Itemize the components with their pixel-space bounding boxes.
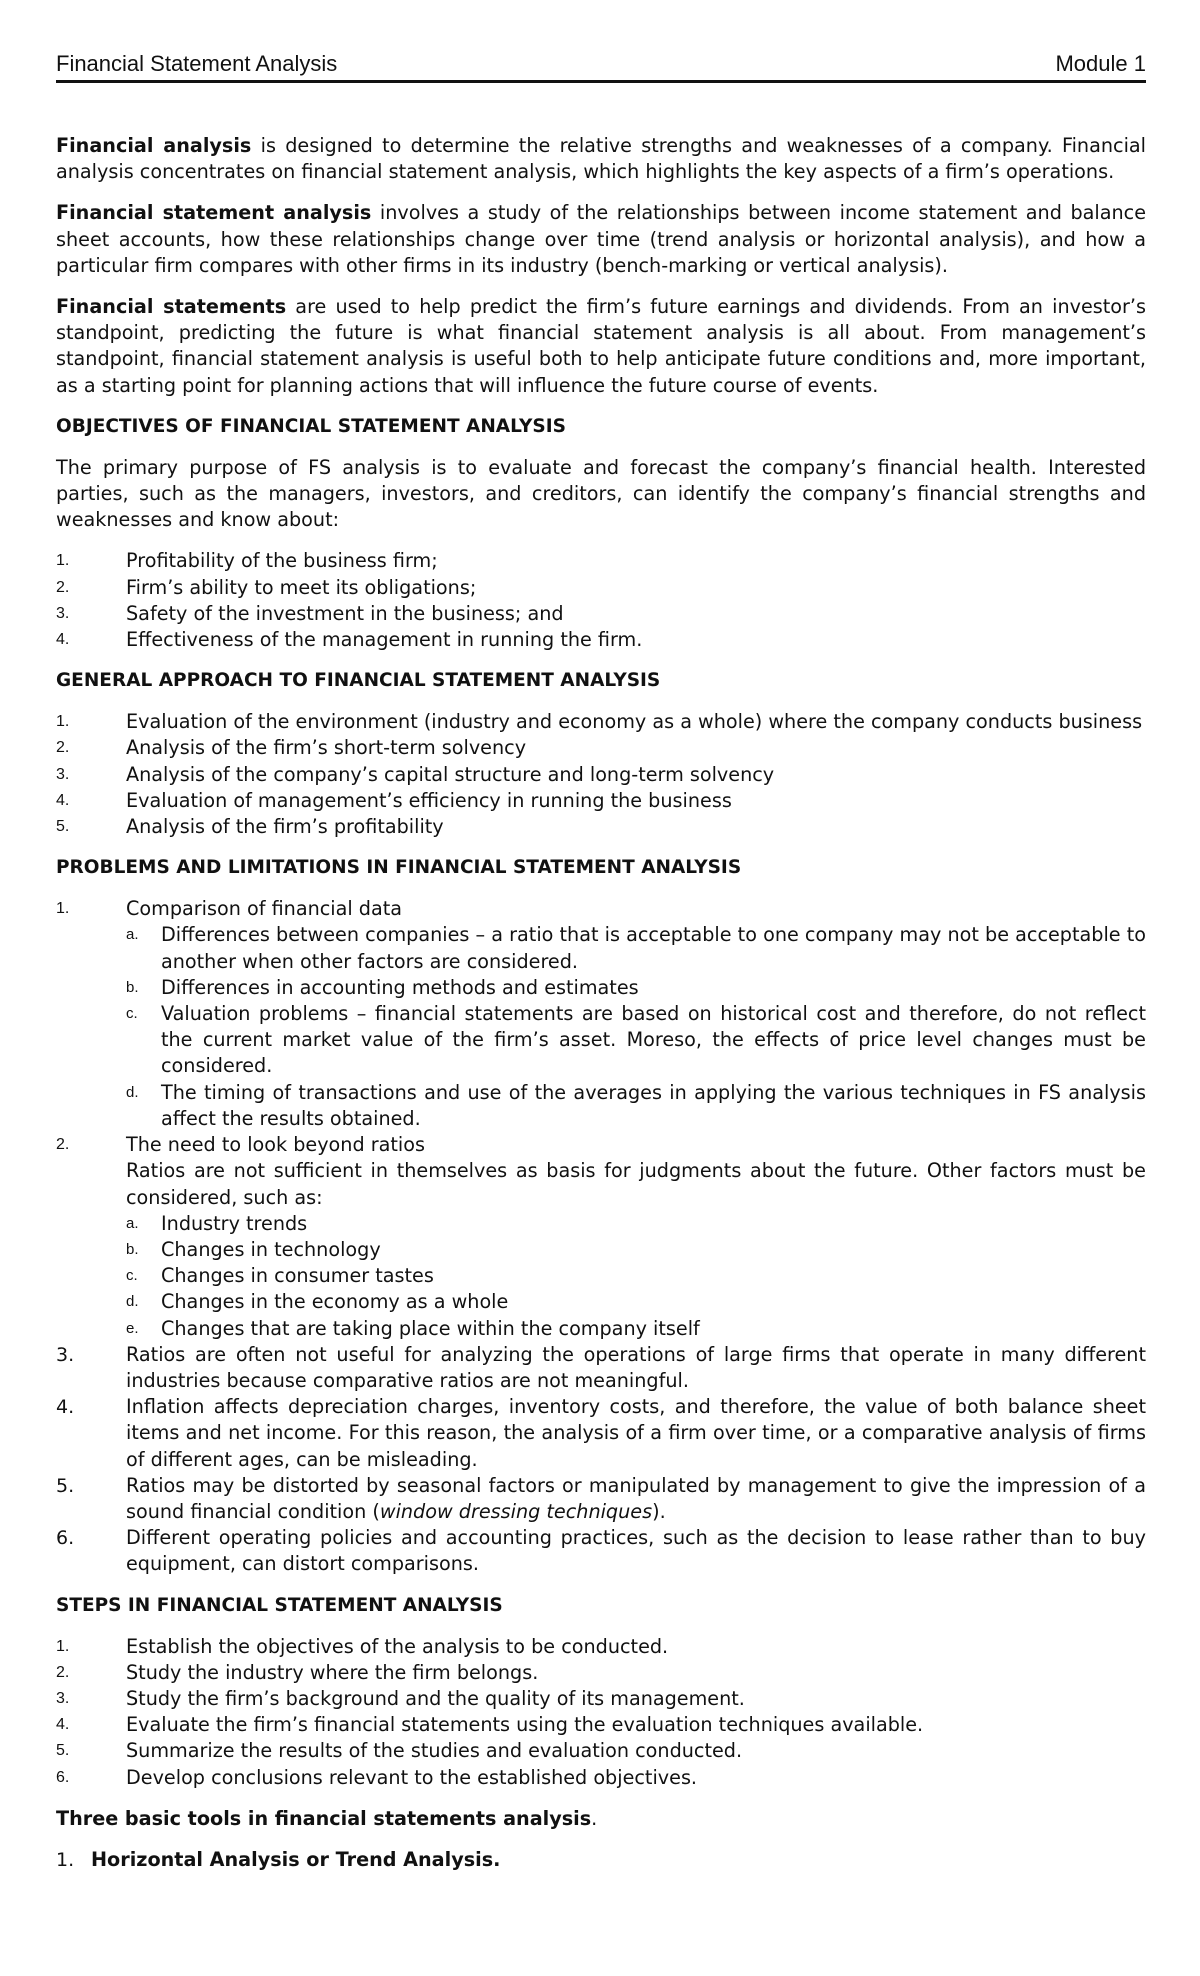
intro-paragraph-2: Financial statement analysis involves a study of the relationships between income statement and balance sheet accounts, how these relationships change over time (trend analysis or horizontal analysis), and how a particular firm compares with other firms in its industry (bench-marking or vertical analysis).	[56, 201, 1146, 277]
tools-list	[56, 1847, 1146, 1873]
header-module: Module 1	[1055, 51, 1146, 76]
sub-list-item: a. Differences between companies – a ratio that is acceptable to one company may not be acceptable to another when other factors are considered.	[126, 923, 1146, 973]
sub-list-item: d. The timing of transactions and use of the averages in applying the various techniques in FS analysis affect the results obtained.	[126, 1080, 1146, 1130]
objectives-list	[56, 548, 1146, 653]
sub-list-item: e. Changes that are taking place within the company itself	[126, 1316, 700, 1340]
list-item: 2. Analysis of the firm’s short-term solvency	[56, 736, 527, 760]
list-item: 3. Safety of the investment in the business; and	[56, 601, 564, 625]
approach-heading: GENERAL APPROACH TO FINANCIAL STATEMENT ANALYSIS	[56, 670, 661, 692]
document-page	[56, 50, 1146, 1888]
document-body	[56, 133, 1146, 1873]
list-item: 5. Ratios may be distorted by seasonal factors or manipulated by management to give the impression of a sound financial condition (window dressing techniques).	[56, 1473, 1146, 1523]
sub-list-item: a. Industry trends	[126, 1211, 308, 1235]
list-item: 1. Profitability of the business firm;	[56, 549, 438, 573]
list-item: 5. Analysis of the firm’s profitability	[56, 815, 444, 839]
header-title: Financial Statement Analysis	[56, 51, 338, 76]
list-item: 2. Study the industry where the firm belongs.	[56, 1660, 539, 1684]
list-item: 4. Inflation affects depreciation charges, inventory costs, and therefore, the value of both balance sheet items and net income. For this reason, the analysis of a firm over time, or a comparative analysis of firms of different ages, can be misleading.	[56, 1395, 1146, 1471]
steps-heading: STEPS IN FINANCIAL STATEMENT ANALYSIS	[56, 1594, 503, 1616]
list-item: 2. Firm’s ability to meet its obligations;	[56, 575, 477, 599]
objectives-paragraph: The primary purpose of FS analysis is to evaluate and forecast the company’s financial health. Interested parties, such as the managers, investors, and creditors, can identify the company’s financial strengths and weaknesses and know about:	[56, 455, 1146, 532]
sub-list-item: b. Changes in technology	[126, 1237, 381, 1261]
list-item: 3. Study the firm’s background and the quality of its management.	[56, 1686, 745, 1710]
intro-paragraph-3: Financial statements are used to help predict the firm’s future earnings and dividends. From an investor’s standpoint, predicting the future is what financial statement analysis is all about. From management’s standpoint, financial statement analysis is useful both to help anticipate future conditions and, more important, as a starting point for planning actions that will influence the future course of events.	[56, 295, 1147, 397]
objectives-heading: OBJECTIVES OF FINANCIAL STATEMENT ANALYSIS	[56, 415, 566, 437]
intro-paragraph-1: Financial analysis is designed to determine the relative strengths and weaknesses of a company. Financial analysis concentrates on financial statement analysis, which highlights the key aspects of a firm’s operations.	[56, 134, 1146, 184]
sub-list	[126, 922, 1146, 1132]
list-item: 2. The need to look beyond ratios Ratios are not sufficient in themselves as basis for judgments about the future. Other factors must be considered, such as: a. Industry trends b. Changes in technology c. Changes in consumer tastes d. Changes in the economy as a whole e. Changes that are taking place within the company itself	[56, 1132, 1146, 1342]
approach-list	[56, 709, 1146, 840]
sub-list-item: b. Differences in accounting methods and estimates	[126, 975, 639, 999]
list-item: 5. Summarize the results of the studies and evaluation conducted.	[56, 1739, 743, 1763]
problems-list	[56, 896, 1146, 1577]
list-item: 3. Analysis of the company’s capital structure and long-term solvency	[56, 762, 775, 786]
list-item: 4. Evaluate the firm’s financial statements using the evaluation techniques available.	[56, 1713, 924, 1737]
list-item: 1. Establish the objectives of the analysis to be conducted.	[56, 1634, 669, 1658]
list-note: Ratios are not sufficient in themselves as basis for judgments about the future. Other factors must be considered, such as:	[126, 1159, 1146, 1209]
list-item: 4. Evaluation of management’s efficiency in running the business	[56, 788, 732, 812]
steps-list	[56, 1634, 1146, 1791]
sub-list-item: c. Changes in consumer tastes	[126, 1264, 434, 1288]
list-item: 6. Develop conclusions relevant to the established objectives.	[56, 1765, 698, 1789]
term: Financial statements	[56, 295, 287, 319]
tools-heading: Three basic tools in financial statements analysis.	[56, 1806, 598, 1830]
list-item: 1. Horizontal Analysis or Trend Analysis.	[56, 1847, 501, 1871]
list-item: 1. Evaluation of the environment (industry and economy as a whole) where the company conducts business	[56, 710, 1143, 734]
sub-list	[126, 1211, 1146, 1342]
page-header	[56, 50, 1146, 83]
sub-list-item: c. Valuation problems – financial statements are based on historical cost and therefore, do not reflect the current market value of the firm’s asset. Moreso, the effects of price level changes must be considered.	[126, 1002, 1146, 1078]
term: Financial statement analysis	[56, 201, 372, 225]
list-item: 1. Comparison of financial data a. Differences between companies – a ratio that is acceptable to one company may not be acceptable to another when other factors are considered. b. Differences in accounting methods and estimates c. Valuation problems – financial statements are based on historical cost and therefore, do not reflect the current market value of the firm’s asset. Moreso, the effects of price level changes must be considered. d. The timing of transactions and use of the averages in applying the various techniques in FS analysis affect the results obtained.	[56, 896, 1146, 1132]
problems-heading: PROBLEMS AND LIMITATIONS IN FINANCIAL STATEMENT ANALYSIS	[56, 857, 742, 879]
term: Financial analysis	[56, 134, 252, 157]
list-item: 6. Different operating policies and accounting practices, such as the decision to lease rather than to buy equipment, can distort comparisons.	[56, 1526, 1146, 1576]
sub-list-item: d. Changes in the economy as a whole	[126, 1290, 509, 1314]
list-item: 4. Effectiveness of the management in running the firm.	[56, 628, 643, 652]
list-item: 3. Ratios are often not useful for analyzing the operations of large firms that operate in many different industries because comparative ratios are not meaningful.	[56, 1342, 1146, 1392]
